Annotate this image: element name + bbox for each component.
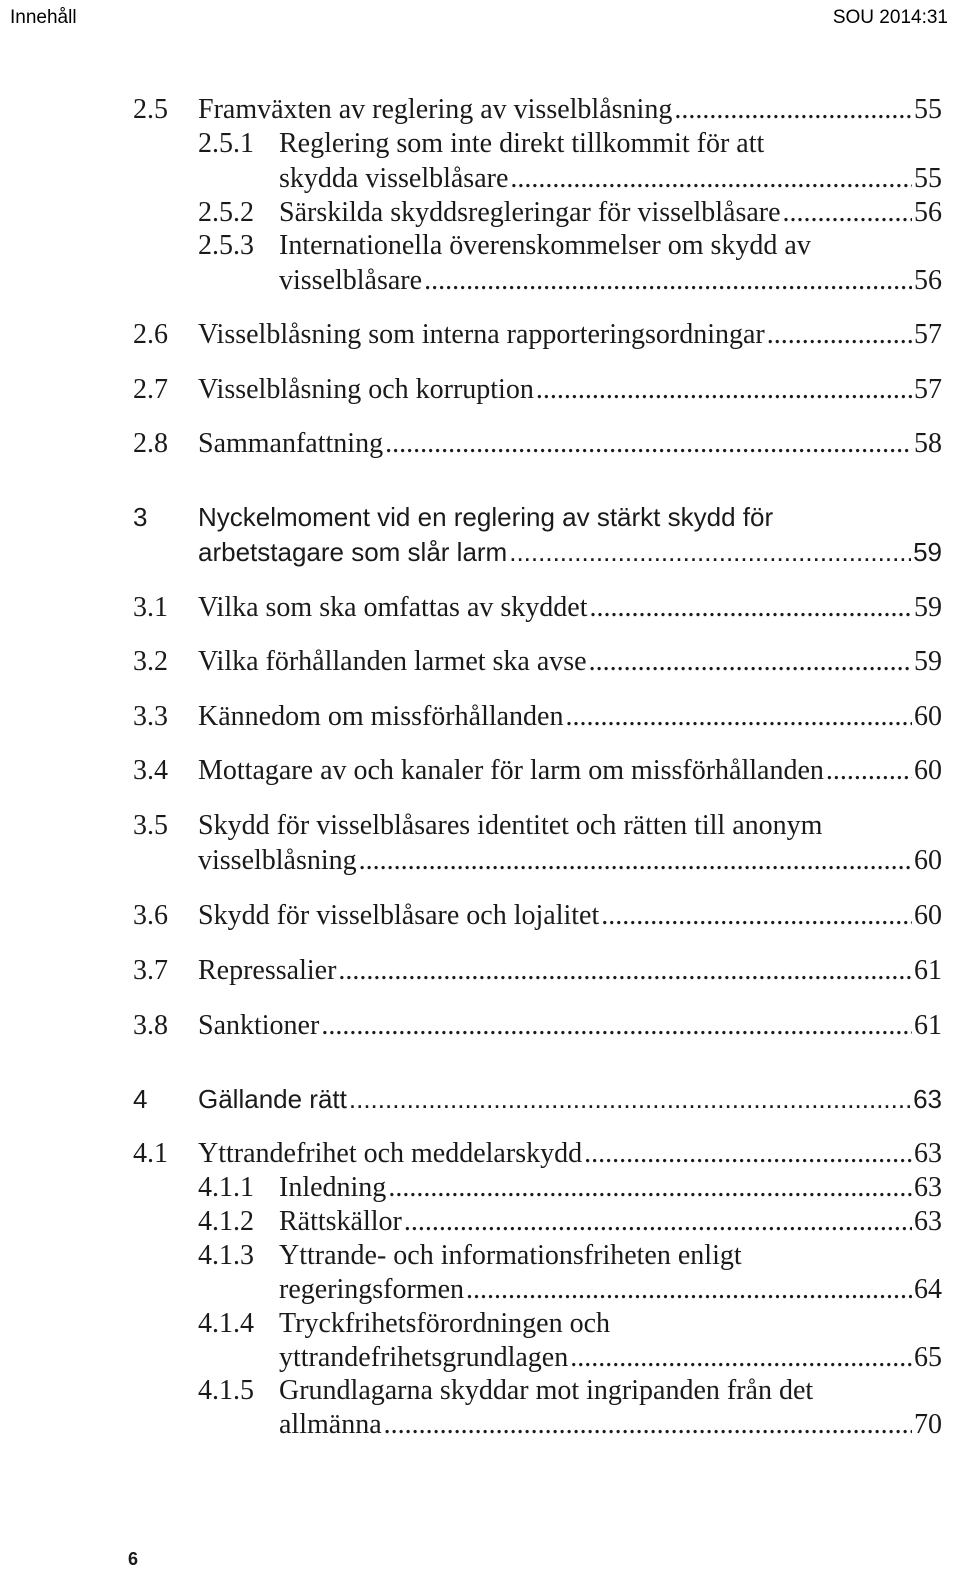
toc-entry-page: 56 bbox=[914, 265, 942, 296]
toc-entry-number: 3.7 bbox=[133, 955, 168, 986]
toc-entry-line bbox=[198, 1137, 942, 1171]
toc-entry-title: Kännedom om missförhållanden bbox=[198, 701, 564, 732]
toc-entry-page: 60 bbox=[914, 701, 942, 732]
toc-entry-title: Repressalier bbox=[198, 955, 337, 986]
toc-entry-title: Sanktioner bbox=[198, 1010, 320, 1041]
toc-entry-number: 2.7 bbox=[133, 374, 168, 405]
toc-entry-line bbox=[198, 754, 942, 788]
toc-entry-page: 63 bbox=[914, 1138, 942, 1169]
toc-entry-line bbox=[198, 700, 942, 734]
toc-entry-page: 59 bbox=[914, 646, 942, 677]
toc-entry-page: 61 bbox=[914, 955, 942, 986]
toc-entry-page: 63 bbox=[914, 1172, 942, 1203]
toc-entry-title-line: Yttrande- och informationsfriheten enligt bbox=[279, 1240, 742, 1271]
toc-entry-line bbox=[279, 264, 942, 298]
toc-entry-title: Vilka förhållanden larmet ska avse bbox=[198, 646, 587, 677]
toc-entry-title: Inledning bbox=[279, 1172, 387, 1203]
toc-entry-line bbox=[279, 1171, 942, 1205]
toc-entry-number: 4.1 bbox=[133, 1138, 168, 1169]
toc-entry-line bbox=[198, 954, 942, 988]
toc-entry-number: 2.8 bbox=[133, 428, 168, 459]
toc-entry-line bbox=[198, 1009, 942, 1043]
toc-entry-title: Visselblåsning som interna rapporteringsordningar bbox=[198, 319, 765, 350]
toc-entry-page: 58 bbox=[914, 428, 942, 459]
toc-entry-page: 65 bbox=[914, 1342, 942, 1373]
toc-entry-title: allmänna bbox=[279, 1409, 382, 1440]
toc-entry-line bbox=[198, 591, 942, 625]
toc-entry-title-line: Internationella överenskommelser om skydd av bbox=[279, 230, 811, 261]
toc-entry-title: Sammanfattning bbox=[198, 428, 384, 459]
toc-entry-title: Rättskällor bbox=[279, 1206, 402, 1237]
toc-entry-number: 4.1.1 bbox=[198, 1172, 254, 1203]
toc-entry-title: visselblåsare bbox=[279, 265, 423, 296]
header-document-id: SOU 2014:31 bbox=[832, 7, 948, 28]
toc-entry-page: 59 bbox=[913, 537, 942, 567]
toc-entry-page: 59 bbox=[914, 592, 942, 623]
toc-entry-title: Framväxten av reglering av visselblåsning bbox=[198, 94, 673, 125]
toc-entry-line bbox=[279, 196, 942, 230]
toc-entry-page: 63 bbox=[913, 1084, 942, 1114]
toc-entry-title-line: Reglering som inte direkt tillkommit för att bbox=[279, 128, 765, 159]
toc-entry-title: visselblåsning bbox=[198, 845, 357, 876]
toc-entry-title: skydda visselblåsare bbox=[279, 163, 509, 194]
toc-entry-title-line: Skydd för visselblåsares identitet och rätten till anonym bbox=[198, 810, 823, 841]
toc-entry-number: 2.5.2 bbox=[198, 197, 254, 228]
toc-entry-number: 3 bbox=[133, 502, 148, 532]
toc-entry-number: 3.8 bbox=[133, 1010, 168, 1041]
toc-entry-title: Yttrandefrihet och meddelarskydd bbox=[198, 1138, 583, 1169]
toc-entry-line bbox=[279, 1273, 942, 1307]
toc-entry-title: Mottagare av och kanaler för larm om missförhållanden bbox=[198, 755, 824, 786]
toc-entry-line bbox=[198, 535, 942, 569]
toc-entry-number: 2.6 bbox=[133, 319, 168, 350]
toc-entry-title: Särskilda skyddsregleringar för visselblåsare bbox=[279, 197, 781, 228]
toc-entry-number: 2.5.1 bbox=[198, 128, 254, 159]
toc-entry-title: Vilka som ska omfattas av skyddet bbox=[198, 592, 588, 623]
toc-entry-line bbox=[198, 373, 942, 407]
toc-entry-number: 4.1.4 bbox=[198, 1308, 254, 1339]
toc-entry-page: 61 bbox=[914, 1010, 942, 1041]
header-section-title: Innehåll bbox=[10, 7, 77, 28]
toc-entry-page: 55 bbox=[914, 163, 942, 194]
toc-entry-number: 3.4 bbox=[133, 755, 168, 786]
toc-entry-line bbox=[279, 1408, 942, 1442]
toc-entry-number: 4.1.2 bbox=[198, 1206, 254, 1237]
toc-entry-number: 2.5.3 bbox=[198, 230, 254, 261]
toc-entry-page: 64 bbox=[914, 1274, 942, 1305]
toc-entry-line bbox=[198, 93, 942, 127]
toc-entry-line bbox=[198, 844, 942, 878]
toc-entry-line bbox=[198, 318, 942, 352]
toc-entry-number: 4.1.5 bbox=[198, 1375, 254, 1406]
toc-entry-page: 63 bbox=[914, 1206, 942, 1237]
toc-entry-page: 60 bbox=[914, 845, 942, 876]
toc-entry-number: 3.1 bbox=[133, 592, 168, 623]
toc-entry-title: Gällande rätt bbox=[198, 1084, 347, 1114]
toc-entry-title-line: Tryckfrihetsförordningen och bbox=[279, 1308, 611, 1339]
toc-entry-title: Skydd för visselblåsare och lojalitet bbox=[198, 900, 600, 931]
toc-entry-page: 70 bbox=[914, 1409, 942, 1440]
toc-entry-title-line: Nyckelmoment vid en reglering av stärkt skydd för bbox=[198, 502, 774, 532]
toc-entry-number: 4.1.3 bbox=[198, 1240, 254, 1271]
toc-entry-number: 2.5 bbox=[133, 94, 168, 125]
toc-entry-line bbox=[279, 1341, 942, 1375]
toc-entry-title: Visselblåsning och korruption bbox=[198, 374, 534, 405]
toc-entry-page: 57 bbox=[914, 319, 942, 350]
toc-entry-line bbox=[279, 162, 942, 196]
toc-entry-title: arbetstagare som slår larm bbox=[198, 537, 508, 567]
toc-entry-line bbox=[198, 645, 942, 679]
toc-entry-number: 3.3 bbox=[133, 701, 168, 732]
toc-entry-number: 3.5 bbox=[133, 810, 168, 841]
page-header bbox=[0, 0, 960, 36]
toc-entry-number: 4 bbox=[133, 1084, 148, 1114]
toc-entry-line bbox=[279, 1205, 942, 1239]
toc-entry-page: 57 bbox=[914, 374, 942, 405]
toc-entry-page: 56 bbox=[914, 197, 942, 228]
toc-entry-title-line: Grundlagarna skyddar mot ingripanden från det bbox=[279, 1375, 814, 1406]
toc-entry-page: 60 bbox=[914, 900, 942, 931]
toc-entry-title: regeringsformen bbox=[279, 1274, 465, 1305]
toc-entry-number: 3.6 bbox=[133, 900, 168, 931]
page-number: 6 bbox=[128, 1549, 139, 1569]
toc-entry-line bbox=[198, 899, 942, 933]
toc-entry-line bbox=[198, 1082, 942, 1116]
toc-entry-line bbox=[198, 427, 942, 461]
toc-entry-title: yttrandefrihetsgrundlagen bbox=[279, 1342, 569, 1373]
toc-entry-page: 60 bbox=[914, 755, 942, 786]
toc-entry-page: 55 bbox=[914, 94, 942, 125]
toc-entry-number: 3.2 bbox=[133, 646, 168, 677]
